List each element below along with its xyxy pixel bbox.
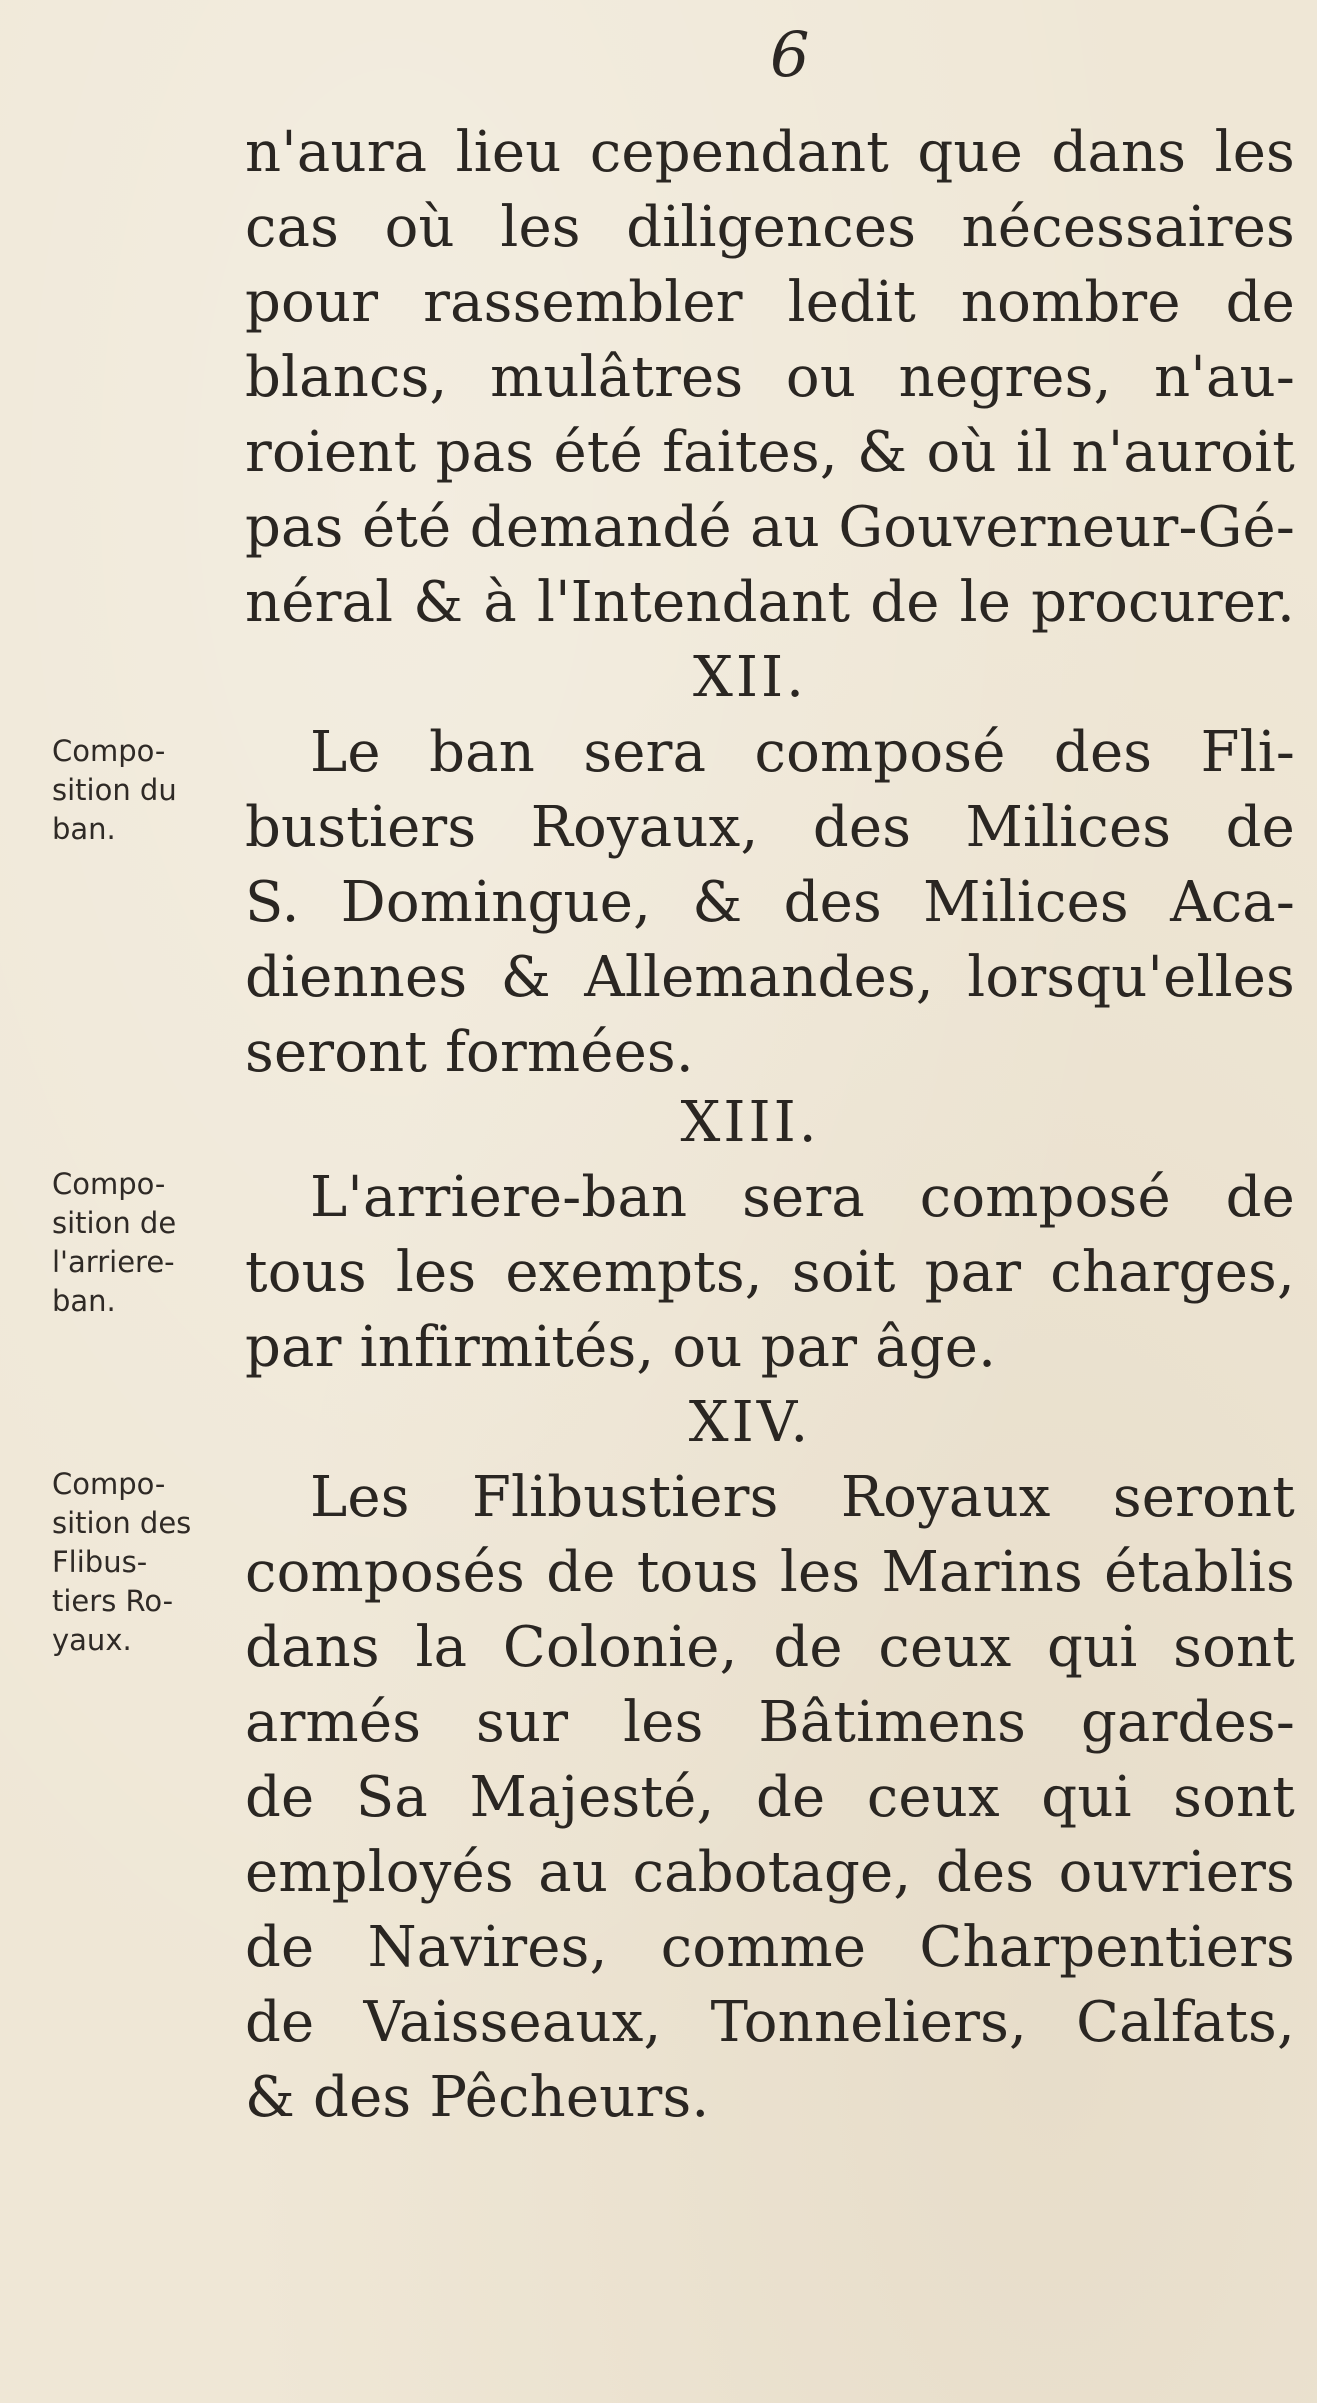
article-xiv: [245, 1385, 1295, 2135]
margin-note-composition-ban: [52, 732, 232, 849]
article-xiii: [245, 1085, 1295, 1385]
margin-note-line: sition de: [52, 1206, 177, 1240]
text-line: & des Pêcheurs.: [245, 2065, 710, 2130]
margin-note-line: ban.: [52, 812, 116, 846]
margin-note-line: yaux.: [52, 1623, 132, 1657]
article-heading: XII.: [693, 645, 807, 710]
margin-note-composition-flibustiers: [52, 1465, 232, 1660]
text-line: cas où les diligences nécessaires: [245, 195, 1295, 260]
margin-note-line: l'arriere-: [52, 1245, 175, 1279]
text-line: S. Domingue, & des Milices Aca-: [245, 870, 1295, 935]
text-line: de Vaisseaux, Tonneliers, Calfats,: [245, 1990, 1295, 2055]
text-line: néral & à l'Intendant de le procurer.: [245, 570, 1295, 635]
margin-note-line: Compo-: [52, 734, 166, 768]
text-line: armés sur les Bâtimens gardes-: [245, 1690, 1295, 1755]
paragraph-continuation: [245, 115, 1295, 640]
article-heading: XIV.: [688, 1390, 812, 1455]
margin-note-composition-arriere-ban: [52, 1165, 232, 1321]
text-line: pas été demandé au Gouverneur-Gé-: [245, 495, 1295, 560]
text-line: roient pas été faites, & où il n'auroit: [245, 420, 1295, 485]
text-line: Les Flibustiers Royaux seront: [310, 1465, 1295, 1530]
text-line: n'aura lieu cependant que dans les: [245, 120, 1295, 185]
text-line: employés au cabotage, des ouvriers: [245, 1840, 1295, 1905]
text-line: diennes & Allemandes, lorsqu'elles: [245, 945, 1295, 1010]
text-line: de Sa Majesté, de ceux qui sont: [245, 1765, 1295, 1830]
text-line: blancs, mulâtres ou negres, n'au-: [245, 345, 1295, 410]
margin-note-line: Compo-: [52, 1467, 166, 1501]
margin-note-line: sition du: [52, 773, 177, 807]
text-line: Le ban sera composé des Fli-: [310, 720, 1295, 785]
text-line: de Navires, comme Charpentiers: [245, 1915, 1295, 1980]
margin-note-line: sition des: [52, 1506, 192, 1540]
text-line: par infirmités, ou par âge.: [245, 1315, 997, 1380]
page-number: 6: [770, 18, 810, 91]
text-line: pour rassembler ledit nombre de: [245, 270, 1295, 335]
margin-note-line: Compo-: [52, 1167, 166, 1201]
text-line: bustiers Royaux, des Milices de: [245, 795, 1295, 860]
text-line: L'arriere-ban sera composé de: [310, 1165, 1295, 1230]
text-line: composés de tous les Marins établis: [245, 1540, 1295, 1605]
article-heading: XIII.: [680, 1090, 820, 1155]
text-line: tous les exempts, soit par charges,: [245, 1240, 1295, 1305]
margin-note-line: ban.: [52, 1284, 116, 1318]
margin-note-line: tiers Ro-: [52, 1584, 174, 1618]
text-line: seront formées.: [245, 1020, 694, 1085]
text-line: dans la Colonie, de ceux qui sont: [245, 1615, 1295, 1680]
article-xii: [245, 640, 1295, 1090]
margin-note-line: Flibus-: [52, 1545, 148, 1579]
